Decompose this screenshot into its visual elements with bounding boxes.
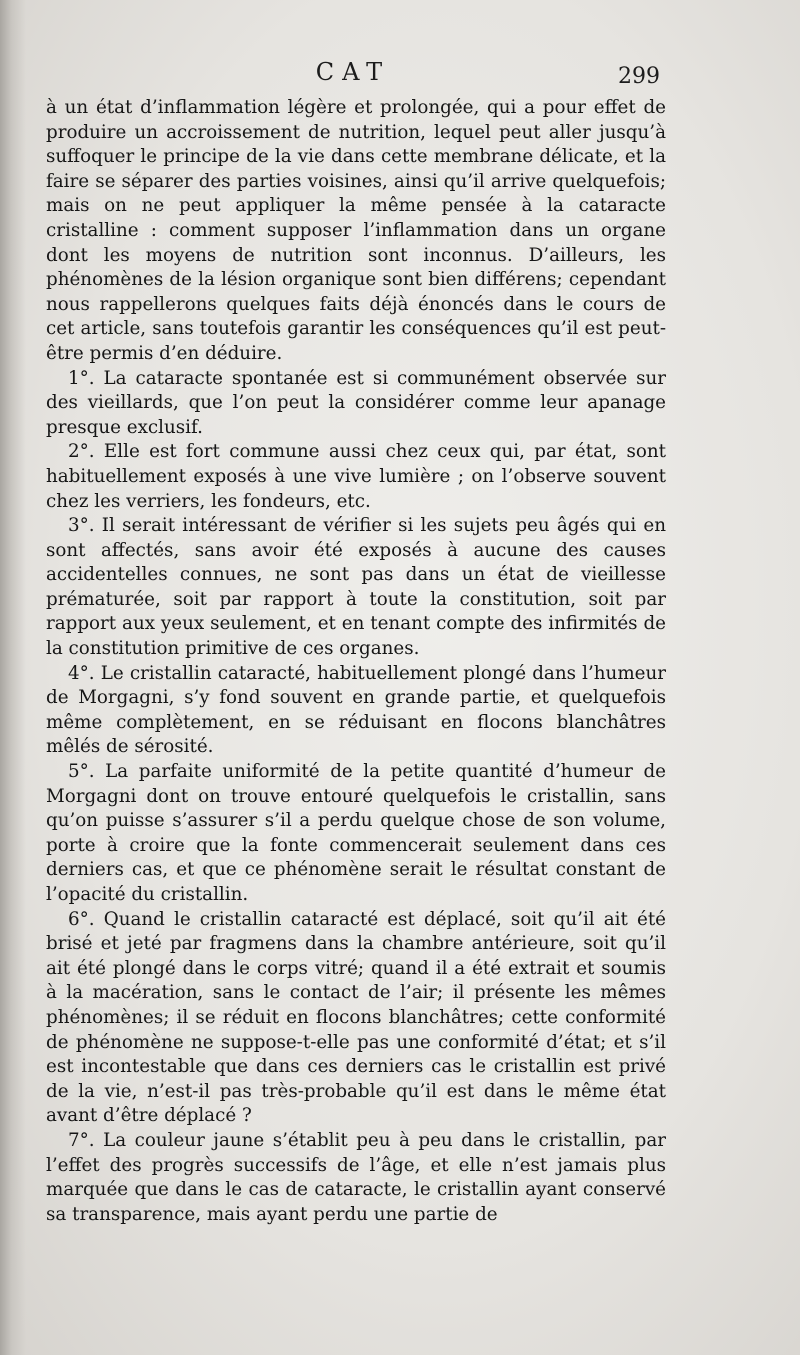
page-header <box>46 58 660 98</box>
paragraph-item-7: 7°. La couleur jaune s’établit peu à peu dans le cristallin, par l’effet des progrès successifs de l’âge, et elle n’est jamais plus marquée que dans le cas de cataracte, le cristallin ayant conservé sa transparence, mais ayant perdu une partie de <box>46 1129 666 1225</box>
binding-shadow <box>0 0 26 1355</box>
paragraph-continued: à un état d’inflammation légère et prolongée, qui a pour effet de produire un accroissement de nutrition, lequel peut aller jusqu’à suffoquer le principe de la vie dans cette membrane délicate, et la faire se séparer des parties voisines, ainsi qu’il arrive quelquefois; mais on ne peut appliquer la même pensée à la cataracte cristalline : comment supposer l’inflammation dans un organe dont les moyens de nutrition sont inconnus. D’ailleurs, les phénomènes de la lésion organique sont bien différens; cependant nous rappellerons quelques faits déjà énoncés dans le cours de cet article, sans toutefois garantir les conséquences qu’il est peut-être permis d’en déduire. <box>46 97 666 364</box>
paragraph-item-2: 2°. Elle est fort commune aussi chez ceux qui, par état, sont habituellement exposés à une vive lumière ; on l’observe souvent chez les verriers, les fondeurs, etc. <box>46 441 666 512</box>
paragraph-item-4: 4°. Le cristallin cataracté, habituellement plongé dans l’humeur de Morgagni, s’y fond souvent en grande partie, et quelquefois même complètement, en se réduisant en flocons blanchâtres mêlés de sérosité. <box>46 662 666 758</box>
body-text <box>46 96 666 1227</box>
paragraph-item-3: 3°. Il serait intéressant de vérifier si les sujets peu âgés qui en sont affectés, sans avoir été exposés à aucune des causes accidentelles connues, ne sont pas dans un état de vieillesse prématurée, soit par rapport à toute la constitution, soit par rapport aux yeux seulement, et en tenant compte des infirmités de la constitution primitive de ces organes. <box>46 515 666 660</box>
paragraph-item-5: 5°. La parfaite uniformité de la petite quantité d’humeur de Morgagni dont on trouve entouré quelquefois le cristallin, sans qu’on puisse s’assurer s’il a perdu quelque chose de son volume, porte à croire que la fonte commencerait seulement dans ces derniers cas, et que ce phénomène serait le résultat constant de l’opacité du cristallin. <box>46 761 666 905</box>
paragraph-item-6: 6°. Quand le cristallin cataracté est déplacé, soit qu’il ait été brisé et jeté par fragmens dans la chambre antérieure, soit qu’il ait été plongé dans le corps vitré; quand il a été extrait et soumis à la macération, sans le contact de l’air; il présente les mêmes phénomènes; il se réduit en flocons blanchâtres; cette conformité de phénomène ne suppose-t-elle pas une conformité d’état; et s’il est incontestable que dans ces derniers cas le cristallin est privé de la vie, n’est-il pas très-probable qu’il est dans le même état avant d’être déplacé ? <box>46 908 666 1127</box>
paragraph-item-1: 1°. La cataracte spontanée est si communément observée sur des vieillards, que l’on peut la considérer comme leur apanage presque exclusif. <box>46 367 666 438</box>
running-title: CAT <box>315 58 391 86</box>
page-number: 299 <box>618 64 660 89</box>
